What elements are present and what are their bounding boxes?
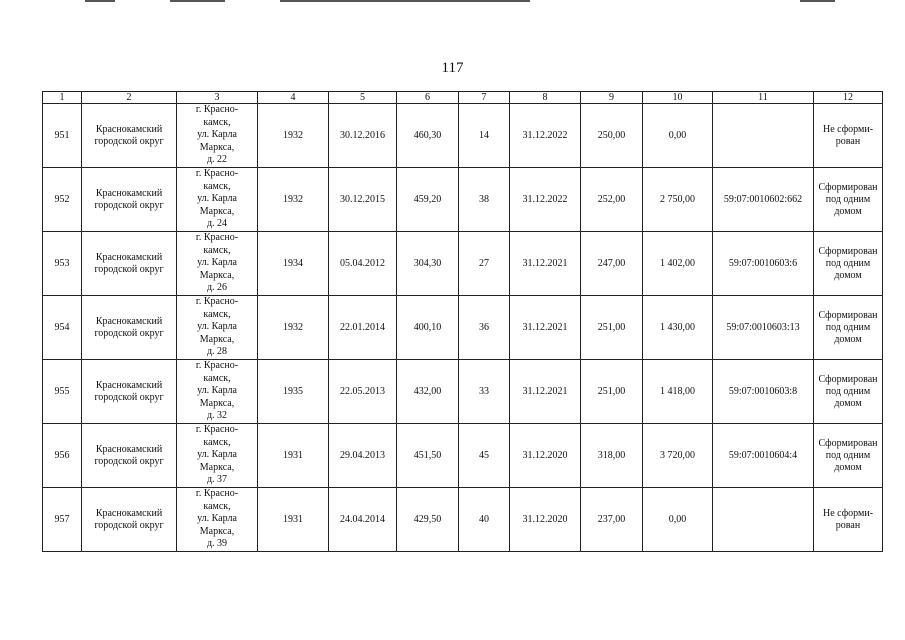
scan-edge-line — [85, 0, 115, 2]
date-cell: 24.04.2014 — [329, 488, 397, 552]
table-row — [43, 296, 883, 360]
date-cell: 22.01.2014 — [329, 296, 397, 360]
land-status-cell: Не сформи- рован — [814, 104, 883, 168]
cadastral-number-cell: 59:07:0010603:6 — [713, 232, 814, 296]
column-header-10: 10 — [643, 92, 713, 104]
district-cell: Краснокамский городской округ — [82, 360, 177, 424]
land-status-cell: Сформирован под одним домом — [814, 360, 883, 424]
district-cell: Краснокамский городской округ — [82, 232, 177, 296]
land-status-cell: Сформирован под одним домом — [814, 232, 883, 296]
table-row — [43, 488, 883, 552]
date-cell: 30.12.2016 — [329, 104, 397, 168]
scan-edge-line — [800, 0, 835, 2]
housing-registry-table — [42, 91, 883, 552]
area-cell: 304,30 — [397, 232, 459, 296]
rate-cell: 252,00 — [581, 168, 643, 232]
date-cell: 22.05.2013 — [329, 360, 397, 424]
column-number-row — [43, 92, 883, 104]
address-cell: г. Красно- камск, ул. Карла Маркса, д. 37 — [177, 424, 258, 488]
cadastral-number-cell: 59:07:0010603:13 — [713, 296, 814, 360]
area-cell: 451,50 — [397, 424, 459, 488]
page-number: 117 — [441, 60, 464, 76]
address-cell: г. Красно- камск, ул. Карла Маркса, д. 24 — [177, 168, 258, 232]
deadline-cell: 31.12.2021 — [510, 360, 581, 424]
amount-cell: 3 720,00 — [643, 424, 713, 488]
amount-cell: 1 418,00 — [643, 360, 713, 424]
deadline-cell: 31.12.2022 — [510, 168, 581, 232]
district-cell: Краснокамский городской округ — [82, 104, 177, 168]
column-header-5: 5 — [329, 92, 397, 104]
district-cell: Краснокамский городской округ — [82, 488, 177, 552]
amount-cell: 1 430,00 — [643, 296, 713, 360]
area-cell: 459,20 — [397, 168, 459, 232]
area-cell: 460,30 — [397, 104, 459, 168]
land-status-cell: Сформирован под одним домом — [814, 168, 883, 232]
column-header-12: 12 — [814, 92, 883, 104]
column-header-1: 1 — [43, 92, 82, 104]
area-cell: 400,10 — [397, 296, 459, 360]
build-year-cell: 1932 — [258, 104, 329, 168]
address-cell: г. Красно- камск, ул. Карла Маркса, д. 26 — [177, 232, 258, 296]
row-number-cell: 952 — [43, 168, 82, 232]
table-row — [43, 424, 883, 488]
rate-cell: 251,00 — [581, 360, 643, 424]
area-cell: 429,50 — [397, 488, 459, 552]
column-header-4: 4 — [258, 92, 329, 104]
table-row — [43, 168, 883, 232]
column-header-9: 9 — [581, 92, 643, 104]
table-body — [43, 104, 883, 552]
rate-cell: 251,00 — [581, 296, 643, 360]
row-number-cell: 951 — [43, 104, 82, 168]
address-cell: г. Красно- камск, ул. Карла Маркса, д. 22 — [177, 104, 258, 168]
land-status-cell: Сформирован под одним домом — [814, 296, 883, 360]
land-status-cell: Сформирован под одним домом — [814, 424, 883, 488]
build-year-cell: 1932 — [258, 296, 329, 360]
row-number-cell: 955 — [43, 360, 82, 424]
row-number-cell: 956 — [43, 424, 82, 488]
amount-cell: 0,00 — [643, 488, 713, 552]
table-row — [43, 104, 883, 168]
rate-cell: 318,00 — [581, 424, 643, 488]
row-number-cell: 954 — [43, 296, 82, 360]
row-number-cell: 953 — [43, 232, 82, 296]
column-header-6: 6 — [397, 92, 459, 104]
deadline-cell: 31.12.2020 — [510, 488, 581, 552]
cadastral-number-cell: 59:07:0010602:662 — [713, 168, 814, 232]
count-cell: 33 — [459, 360, 510, 424]
district-cell: Краснокамский городской округ — [82, 168, 177, 232]
cadastral-number-cell — [713, 488, 814, 552]
amount-cell: 2 750,00 — [643, 168, 713, 232]
table-row — [43, 360, 883, 424]
district-cell: Краснокамский городской округ — [82, 296, 177, 360]
deadline-cell: 31.12.2021 — [510, 296, 581, 360]
area-cell: 432,00 — [397, 360, 459, 424]
deadline-cell: 31.12.2021 — [510, 232, 581, 296]
column-header-11: 11 — [713, 92, 814, 104]
date-cell: 30.12.2015 — [329, 168, 397, 232]
build-year-cell: 1932 — [258, 168, 329, 232]
address-cell: г. Красно- камск, ул. Карла Маркса, д. 39 — [177, 488, 258, 552]
cadastral-number-cell: 59:07:0010604:4 — [713, 424, 814, 488]
build-year-cell: 1931 — [258, 488, 329, 552]
count-cell: 36 — [459, 296, 510, 360]
count-cell: 38 — [459, 168, 510, 232]
row-number-cell: 957 — [43, 488, 82, 552]
date-cell: 05.04.2012 — [329, 232, 397, 296]
build-year-cell: 1935 — [258, 360, 329, 424]
column-header-7: 7 — [459, 92, 510, 104]
scan-edge-line — [280, 0, 530, 2]
rate-cell: 247,00 — [581, 232, 643, 296]
column-header-8: 8 — [510, 92, 581, 104]
rate-cell: 237,00 — [581, 488, 643, 552]
amount-cell: 0,00 — [643, 104, 713, 168]
build-year-cell: 1931 — [258, 424, 329, 488]
table-row — [43, 232, 883, 296]
address-cell: г. Красно- камск, ул. Карла Маркса, д. 28 — [177, 296, 258, 360]
count-cell: 40 — [459, 488, 510, 552]
scan-edge-line — [170, 0, 225, 2]
rate-cell: 250,00 — [581, 104, 643, 168]
count-cell: 14 — [459, 104, 510, 168]
column-header-3: 3 — [177, 92, 258, 104]
column-header-2: 2 — [82, 92, 177, 104]
district-cell: Краснокамский городской округ — [82, 424, 177, 488]
count-cell: 27 — [459, 232, 510, 296]
land-status-cell: Не сформи- рован — [814, 488, 883, 552]
cadastral-number-cell: 59:07:0010603:8 — [713, 360, 814, 424]
build-year-cell: 1934 — [258, 232, 329, 296]
cadastral-number-cell — [713, 104, 814, 168]
deadline-cell: 31.12.2020 — [510, 424, 581, 488]
date-cell: 29.04.2013 — [329, 424, 397, 488]
address-cell: г. Красно- камск, ул. Карла Маркса, д. 32 — [177, 360, 258, 424]
deadline-cell: 31.12.2022 — [510, 104, 581, 168]
count-cell: 45 — [459, 424, 510, 488]
amount-cell: 1 402,00 — [643, 232, 713, 296]
